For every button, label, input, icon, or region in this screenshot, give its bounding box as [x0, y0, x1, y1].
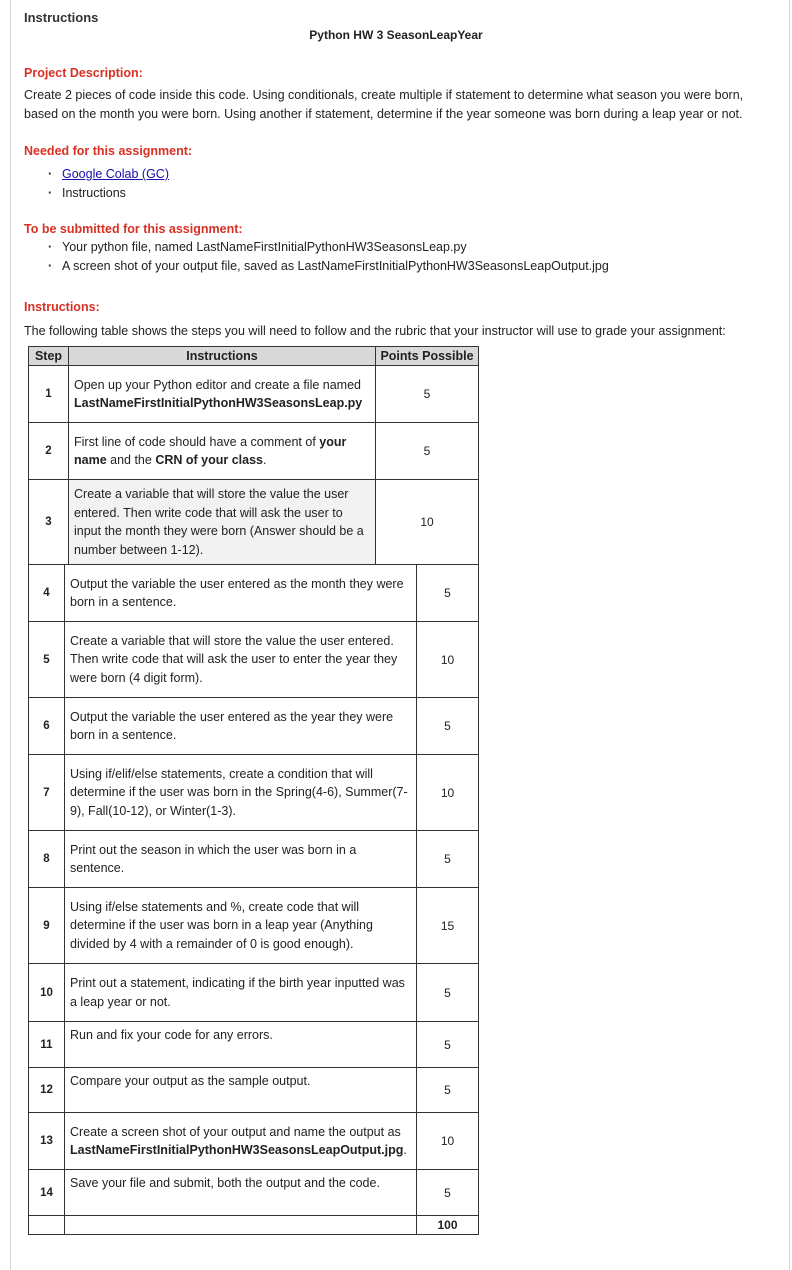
step-points: 10: [416, 1112, 479, 1170]
list-item: · Instructions: [48, 184, 169, 203]
header-points: Points Possible: [375, 346, 479, 366]
project-description-heading: Project Description:: [24, 66, 143, 80]
step-number: 2: [28, 422, 69, 480]
list-item[interactable]: [48, 165, 169, 184]
step-instruction: Save your file and submit, both the output and the code.: [64, 1169, 417, 1216]
step-points: 5: [375, 365, 479, 423]
step-number: 5: [28, 621, 65, 698]
step-instruction: Output the variable the user entered as the year they were born in a sentence.: [64, 697, 417, 755]
step-instruction: First line of code should have a comment of your name and the CRN of your class.: [68, 422, 376, 480]
list-item: · A screen shot of your output file, saved as LastNameFirstInitialPythonHW3SeasonsLeapOutput.jpg: [48, 257, 609, 276]
step-number: 8: [28, 830, 65, 888]
step-instruction: Using if/else statements and %, create code that will determine if the user was born in a leap year (Anything divided by 4 with a remainder of 0 is good enough).: [64, 887, 417, 964]
list-item: · Your python file, named LastNameFirstInitialPythonHW3SeasonsLeap.py: [48, 238, 609, 257]
step-number: 4: [28, 564, 65, 622]
step-points: 5: [416, 963, 479, 1022]
needed-list: [48, 165, 169, 202]
step-number: 3: [28, 479, 69, 565]
step-points: 5: [416, 830, 479, 888]
step-points: 5: [375, 422, 479, 480]
step-number: 9: [28, 887, 65, 964]
header-step: Step: [28, 346, 69, 366]
header-instructions: Instructions: [68, 346, 376, 366]
step-instruction: Create a variable that will store the value the user entered. Then write code that will ask the user to input the month they were born (Answer should be a number between 1-12).: [68, 479, 376, 565]
google-colab-link[interactable]: Google Colab (GC): [62, 167, 169, 181]
total-points: 100: [416, 1215, 479, 1235]
step-points: 5: [416, 1021, 479, 1068]
step-points: 5: [416, 697, 479, 755]
section-header: Instructions: [24, 10, 99, 25]
step-points: 5: [416, 564, 479, 622]
step-number: 14: [28, 1169, 65, 1216]
step-instruction: Run and fix your code for any errors.: [64, 1021, 417, 1068]
step-instruction: Print out the season in which the user was born in a sentence.: [64, 830, 417, 888]
total-step-cell: [28, 1215, 65, 1235]
step-instruction: Create a screen shot of your output and name the output as LastNameFirstInitialPythonHW3SeasonsLeapOutput.jpg.: [64, 1112, 417, 1170]
step-instruction: Output the variable the user entered as the month they were born in a sentence.: [64, 564, 417, 622]
step-instruction: Using if/elif/else statements, create a condition that will determine if the user was born in the Spring(4-6), Summer(7-9), Fall(10-12), or Winter(1-3).: [64, 754, 417, 831]
submitted-heading: To be submitted for this assignment:: [24, 222, 243, 236]
step-points: 10: [416, 754, 479, 831]
step-number: 11: [28, 1021, 65, 1068]
step-number: 10: [28, 963, 65, 1022]
project-description-text: Create 2 pieces of code inside this code. Using conditionals, create multiple if statement to determine what season you were born, based on the month you were born. Using another if statement, determine if the year someone was born during a leap year or not.: [24, 88, 744, 121]
step-points: 5: [416, 1169, 479, 1216]
step-points: 10: [375, 479, 479, 565]
total-label-cell: [64, 1215, 417, 1235]
step-points: 15: [416, 887, 479, 964]
needed-heading: Needed for this assignment:: [24, 144, 193, 158]
step-instruction: Compare your output as the sample output.: [64, 1067, 417, 1113]
step-number: 12: [28, 1067, 65, 1113]
step-number: 13: [28, 1112, 65, 1170]
page-title: Python HW 3 SeasonLeapYear: [309, 28, 483, 42]
instructions-heading: Instructions:: [24, 300, 100, 314]
step-number: 6: [28, 697, 65, 755]
step-points: 5: [416, 1067, 479, 1113]
step-instruction: Open up your Python editor and create a file named LastNameFirstInitialPythonHW3SeasonsLeap.py: [68, 365, 376, 423]
instructions-intro: The following table shows the steps you will need to follow and the rubric that your instructor will use to grade your assignment:: [24, 324, 726, 338]
step-instruction: Print out a statement, indicating if the birth year inputted was a leap year or not.: [64, 963, 417, 1022]
step-number: 1: [28, 365, 69, 423]
step-number: 7: [28, 754, 65, 831]
step-instruction: Create a variable that will store the value the user entered. Then write code that will ask the user to enter the year they were born (4 digit form).: [64, 621, 417, 698]
submitted-list: [48, 238, 609, 275]
step-points: 10: [416, 621, 479, 698]
